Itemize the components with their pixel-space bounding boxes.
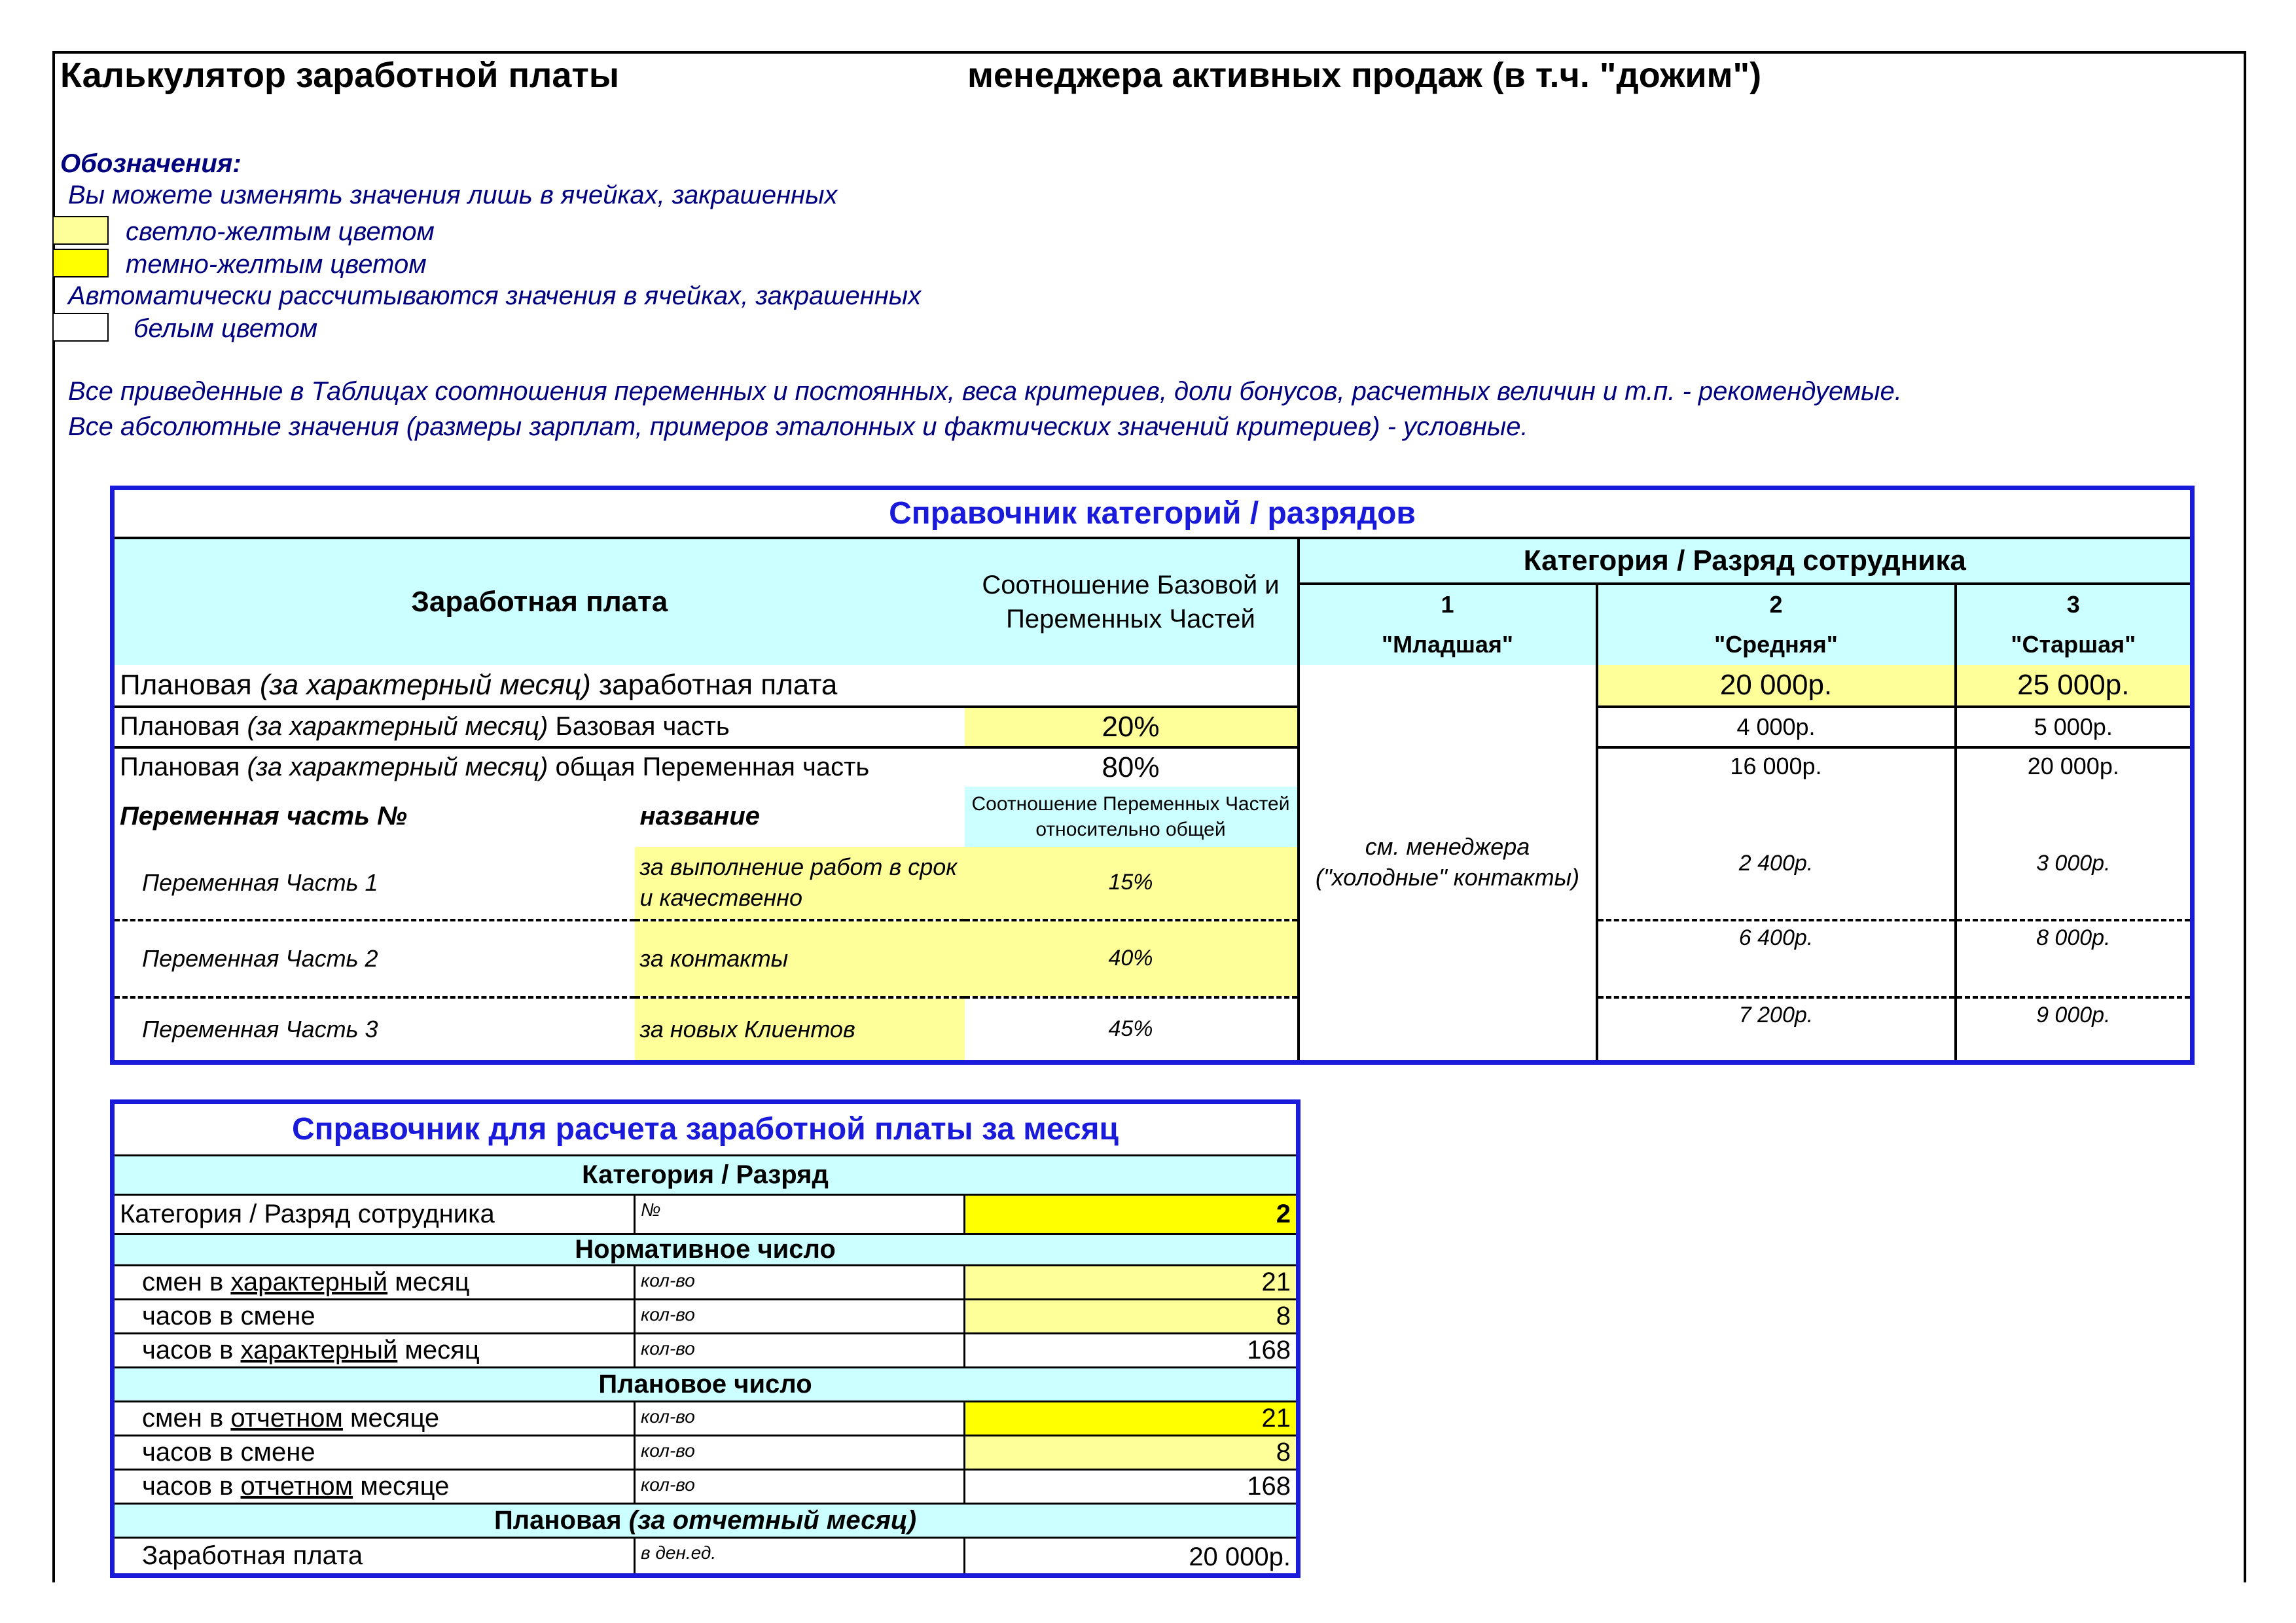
legend-white: белым цветом: [134, 314, 318, 343]
planned-shifts-unit: кол-во: [635, 1402, 965, 1436]
planned-shifts-label: смен в отчетном месяце: [113, 1402, 635, 1436]
variable-part-2-label: Переменная Часть 2: [113, 920, 635, 997]
variable-mid: 16 000р.: [1597, 747, 1956, 847]
legend-auto-intro: Автоматически рассчитываются значения в ячейках, закрашенных: [68, 281, 922, 310]
planned-hours-shift-unit: кол-во: [635, 1436, 965, 1470]
planned-shifts-value[interactable]: 21: [965, 1402, 1299, 1436]
category-2-header: 2 "Средняя": [1597, 584, 1956, 665]
base-ratio[interactable]: 20%: [965, 707, 1299, 747]
variable-part-label: Плановая (за характерный месяц) общая Переменная часть: [120, 753, 870, 781]
variable-part-3-senior: 9 000р.: [1956, 997, 2193, 1063]
page-title-right: менеджера активных продаж (в т.ч. "дожим"): [967, 56, 1762, 95]
normative-hours-shift-label: часов в смене: [113, 1300, 635, 1334]
legend-dark-yellow: темно-желтым цветом: [126, 250, 427, 279]
normative-hours-shift-unit: кол-во: [635, 1300, 965, 1334]
planned-salary-senior[interactable]: 25 000р.: [1956, 665, 2193, 707]
base-part-label: Плановая (за характерный месяц) Базовая часть: [113, 707, 965, 747]
variable-part-2-ratio[interactable]: 40%: [965, 920, 1299, 997]
salary-value: 20 000р.: [965, 1538, 1299, 1576]
planned-hours-month-value: 168: [965, 1470, 1299, 1504]
category-1-header: 1 "Младшая": [1299, 584, 1597, 665]
normative-hours-month-unit: кол-во: [635, 1334, 965, 1368]
variable-part-1-label: Переменная Часть 1: [113, 847, 635, 920]
normative-shifts-label: смен в характерный месяц: [113, 1266, 635, 1300]
legend-editable-intro: Вы можете изменять значения лишь в ячейках, закрашенных: [68, 181, 838, 209]
normative-shifts-unit: кол-во: [635, 1266, 965, 1300]
monthly-caption: Справочник для расчета заработной платы за месяц: [113, 1102, 1299, 1156]
var-header-num: Переменная часть №: [120, 802, 407, 830]
variable-senior: 20 000р.: [1956, 747, 2193, 847]
page-title: Калькулятор заработной платы: [60, 56, 619, 95]
employee-category-label: Категория / Разряд сотрудника: [113, 1195, 635, 1234]
normative-hours-shift-value[interactable]: 8: [965, 1300, 1299, 1334]
col-category-header: Категория / Разряд сотрудника: [1299, 538, 2193, 584]
employee-category-unit: №: [635, 1195, 965, 1234]
legend-heading: Обозначения:: [60, 149, 242, 178]
light-yellow-swatch: [52, 216, 109, 245]
categories-caption: Справочник категорий / разрядов: [113, 488, 2193, 538]
variable-part-3-mid: 7 200р.: [1597, 997, 1956, 1063]
var-header-ratio: Соотношение Переменных Частей относительно общей: [965, 787, 1299, 847]
planned-hours-month-unit: кол-во: [635, 1470, 965, 1504]
planned-salary-label: Плановая (за характерный месяц) заработная плата: [113, 665, 1299, 707]
variable-part-1-name[interactable]: за выполнение работ в срок и качественно: [635, 847, 965, 920]
planned-hours-shift-value[interactable]: 8: [965, 1436, 1299, 1470]
salary-label: Заработная плата: [113, 1538, 635, 1576]
planned-hours-shift-label: часов в смене: [113, 1436, 635, 1470]
dark-yellow-swatch: [52, 249, 109, 277]
white-swatch: [52, 313, 109, 342]
categories-table: [110, 486, 2195, 1065]
junior-note: см. менеджера ("холодные" контакты): [1299, 665, 1597, 1063]
planned-salary-mid[interactable]: 20 000р.: [1597, 665, 1956, 707]
normative-shifts-value[interactable]: 21: [965, 1266, 1299, 1300]
section-planned-salary: Плановая (за отчетный месяц): [113, 1504, 1299, 1538]
variable-part-2-senior: 8 000р.: [1956, 920, 2193, 997]
variable-part-1-senior: 3 000р.: [1956, 847, 2193, 920]
variable-part-1-mid: 2 400р.: [1597, 847, 1956, 920]
variable-ratio: 80%: [1102, 751, 1160, 783]
section-normative: Нормативное число: [113, 1234, 1299, 1266]
section-planned: Плановое число: [113, 1368, 1299, 1402]
planned-hours-month-label: часов в отчетном месяце: [113, 1470, 635, 1504]
variable-part-1-ratio[interactable]: 15%: [965, 847, 1299, 920]
note-conditional: Все абсолютные значения (размеры зарплат, примеров эталонных и фактических значений критериев) - условные.: [68, 412, 1528, 441]
section-category: Категория / Разряд: [113, 1156, 1299, 1195]
legend-light-yellow: светло-желтым цветом: [126, 217, 435, 246]
col-salary-header: Заработная плата: [411, 585, 668, 618]
normative-hours-month-value: 168: [965, 1334, 1299, 1368]
category-3-header: 3 "Старшая": [1956, 584, 2193, 665]
base-senior: 5 000р.: [1956, 707, 2193, 747]
col-ratio-header: Соотношение Базовой и Переменных Частей: [982, 570, 1280, 633]
normative-hours-month-label: часов в характерный месяц: [113, 1334, 635, 1368]
note-recommended: Все приведенные в Таблицах соотношения переменных и постоянных, веса критериев, доли бонусов, расчетных величин и т.п. - рекомендуемые.: [68, 377, 1902, 406]
variable-part-2-mid: 6 400р.: [1597, 920, 1956, 997]
monthly-table: [110, 1099, 1300, 1578]
var-header-name: название: [639, 802, 761, 830]
salary-unit: в ден.ед.: [635, 1538, 965, 1576]
base-mid: 4 000р.: [1597, 707, 1956, 747]
variable-part-2-name[interactable]: за контакты: [635, 920, 965, 997]
variable-part-3-ratio: 45%: [1108, 1016, 1153, 1042]
variable-part-3-name[interactable]: за новых Клиентов: [635, 997, 965, 1063]
variable-part-3-label: Переменная Часть 3: [142, 1015, 378, 1043]
employee-category-value[interactable]: 2: [965, 1195, 1299, 1234]
